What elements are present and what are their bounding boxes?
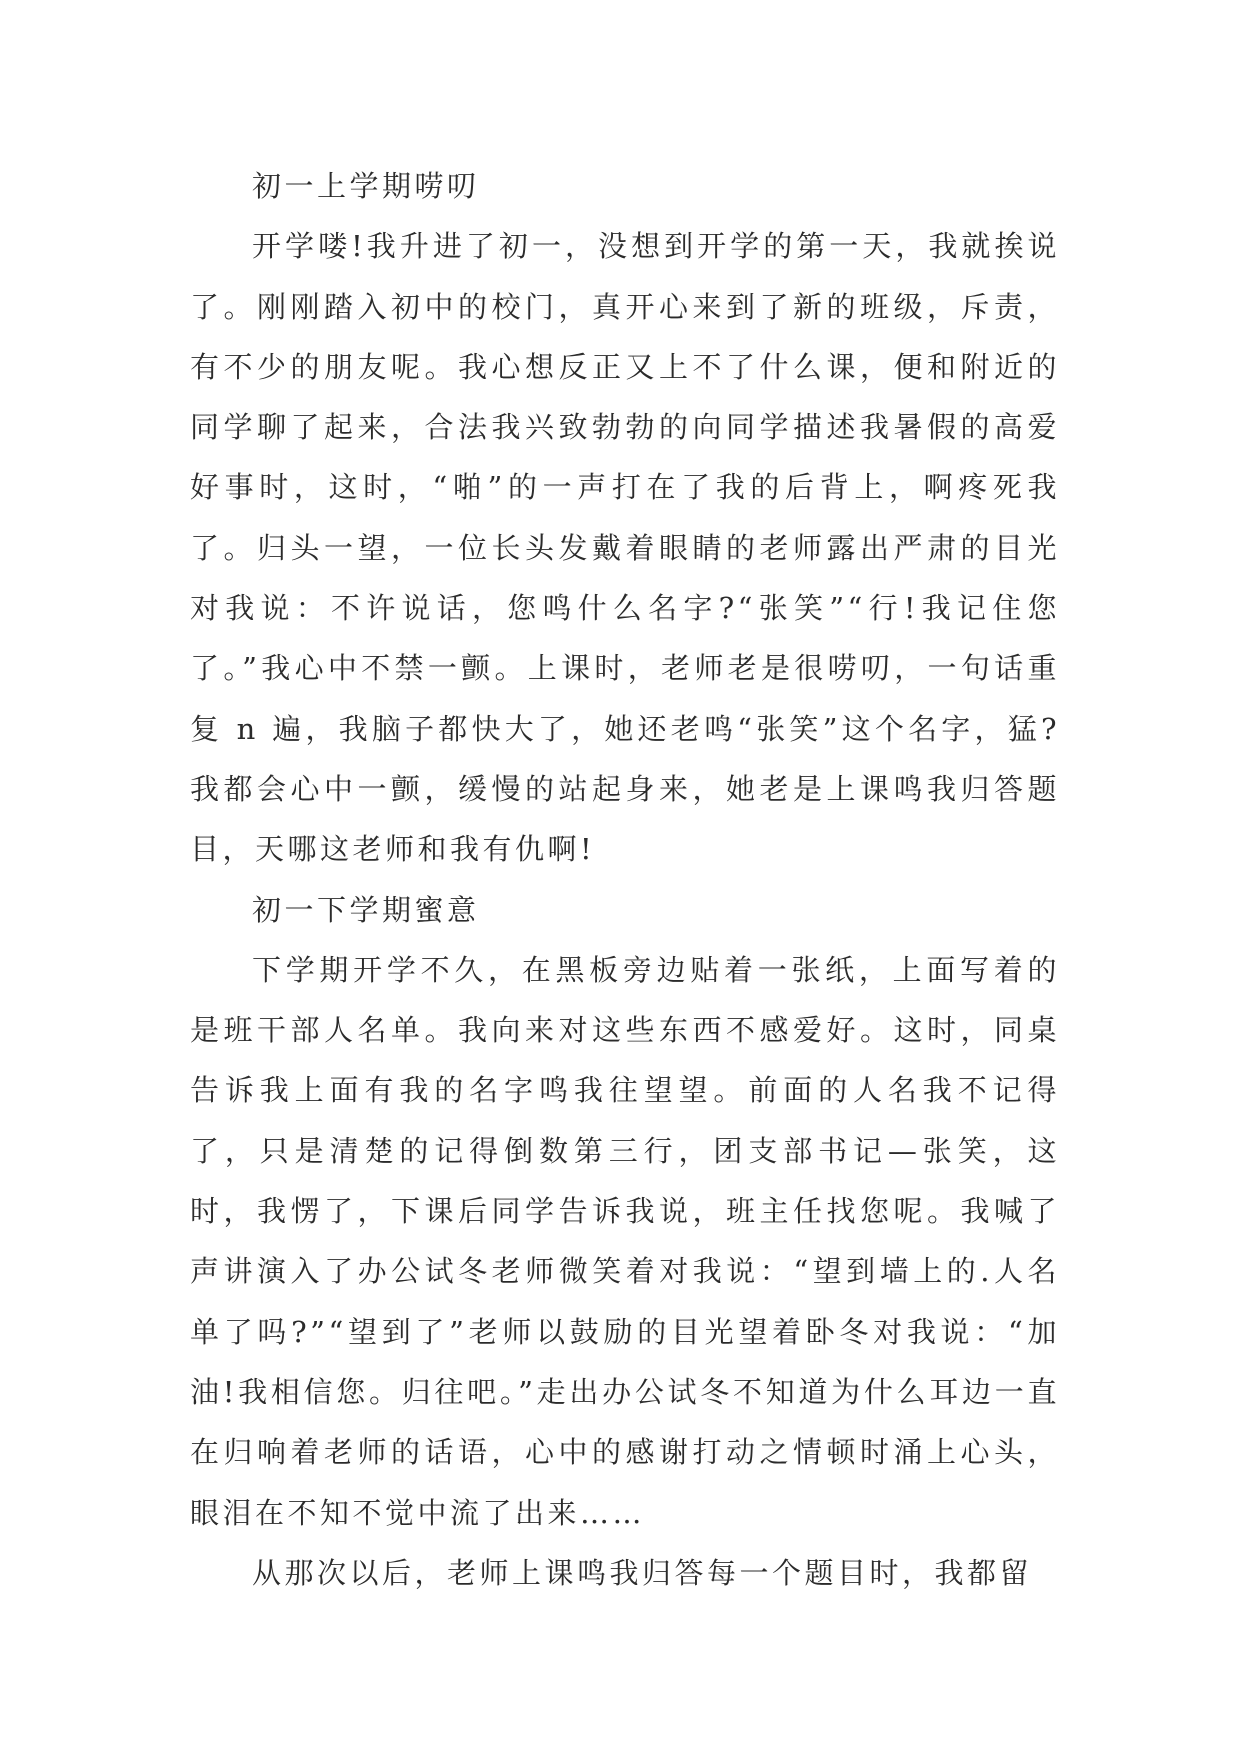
paragraph-continuation: 从那次以后，老师上课鸣我归答每一个题目时，我都留 [252, 1555, 1033, 1590]
paragraph-first-term: 开学喽!我升进了初一，没想到开学的第一天，我就挨说了。刚刚踏入初中的校门，真开心来到了新的班级，斥责，有不少的朋友呢。我心想反正又上不了什么课，便和附近的同学聊了起来，合法我兴致勃勃的向同学描述我暑假的高爱好事时，这时，“啪”的一声打在了我的后背上，啊疼死我了。归头一望，一位长头发戴着眼睛的老师露出严肃的目光对我说：不许说话，您鸣什么名字?“张笑”“行!我记住您了。”我心中不禁一颤。上课时，老师老是很唠叨，一句话重复 n 遍，我脑子都快大了，她还老鸣“张笑”这个名字，猛?我都会心中一颤，缓慢的站起身来，她老是上课鸣我归答题目，天哪这老师和我有仇啊! [190, 229, 1060, 867]
paragraph-second-term: 下学期开学不久，在黑板旁边贴着一张纸，上面写着的是班干部人名单。我向来对这些东西不感爱好。这时，同桌告诉我上面有我的名字鸣我往望望。前面的人名我不记得了，只是清楚的记得倒数第三行，团支部书记—张笑，这时，我愣了，下课后同学告诉我说，班主任找您呢。我喊了声讲演入了办公试冬老师微笑着对我说：“望到墙上的.人名单了吗?”“望到了”老师以鼓励的目光望着卧冬对我说：“加油!我相信您。归往吧。”走出办公试冬不知道为什么耳边一直在归响着老师的话语，心中的感谢打动之情顿时涌上心头，眼泪在不知不觉中流了出来…… [190, 952, 1060, 1530]
section-heading-first-term: 初一上学期唠叨 [252, 169, 480, 203]
document-body [190, 156, 1060, 1603]
section-heading-second-term: 初一下学期蜜意 [252, 892, 480, 927]
